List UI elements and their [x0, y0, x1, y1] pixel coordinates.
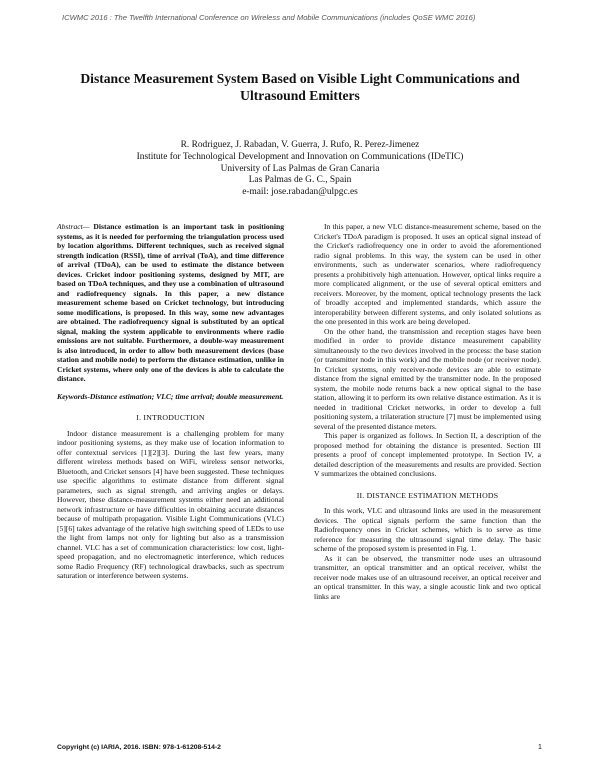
body-paragraph: As it can be observed, the transmitter node uses an ultrasound transmitter, an optical transmitter and an optical receiver, whilst the receiver node makes use of an ultrasound receiver, an optical receiver and an optical transmitter. In this way, a single acoustic link and two optical links are	[314, 553, 541, 601]
paper-title	[60, 70, 540, 104]
running-header: ICWMC 2016 : The Twelfth International Conference on Wireless and Mobile Communications (includes QoSE WMC 2016)	[62, 13, 476, 22]
left-column	[57, 222, 284, 581]
body-paragraph: This paper is organized as follows. In Section II, a description of the proposed method for obtaining the distance is presented. Section III presents a proof of concept implemented prototype. In Section IV, a detailed description of the measurements and results are provided. Section V summarizes the obtained conclusions.	[314, 431, 541, 478]
title-line-2: Ultrasound Emitters	[240, 88, 360, 103]
body-paragraph: In this work, VLC and ultrasound links are used in the measurement devices. The optical signals perform the same function than the Radiofrequency ones in Cricket schemes, which is to serve as time reference for measuring the ultrasound signal time delay. The basic scheme of the proposed system is presented in Fig. 1.	[314, 506, 541, 553]
right-column	[314, 222, 541, 601]
abstract-lead: Abstract—	[57, 222, 90, 231]
section-heading-distance-estimation: II. DISTANCE ESTIMATION METHODS	[356, 490, 499, 500]
section-heading-introduction: I. INTRODUCTION	[136, 413, 205, 422]
title-line-1: Distance Measurement System Based on Visible Light Communications and	[80, 71, 520, 86]
intro-paragraph: Indoor distance measurement is a challenging problem for many indoor positioning systems, as they make use of location information to offer contextual services [1][2][3]. During the last few years, many different wireless methods based on WiFi, wireless sensor networks, Bluetooth, and Cricket sensors [4] have been suggested. These techniques use specific algorithms to estimate distance from different signal parameters, such as signal strength, and arriving angles or delays. However, these distance-measurement systems either need an additional network infrastructure or have difficulties in obtaining accurate distances because of multipath propagation. Visible Light Communications (VLC) [5][6] takes advantage of the relative high switching speed of LEDs to use the light from lamps not only for lighting but also as a transmission channel. VLC has a set of communication characteristics: low cost, light-speed propagation, and no electromagnetic interference, which reduces some Radio Frequency (RF) technological drawbacks, such as spectrum saturation or interference between systems.	[57, 428, 284, 580]
body-paragraph: In this paper, a new VLC distance-measurement scheme, based on the Cricket's TDoA paradigm is proposed. It uses an optical signal instead of the Cricket's radiofrequency one in order to avoid the aforementioned radio signal problems. In this way, the system can be used in other environments, such as underwater scenarios, where radiofrequency presents a prohibitively high attenuation. However, optical links require a more complicated alignment, or the use of several optical emitters and receivers. Moreover, by the moment, optical technology presents the lack of broadly accepted and implemented standards, which assure the interoperability between different systems, and only isolated solutions as the one presented in this work are being developed.	[314, 222, 541, 326]
author-block	[60, 140, 540, 198]
author-names: R. Rodriguez, J. Rabadan, V. Guerra, J. Rufo, R. Perez-Jimenez	[180, 140, 420, 150]
abstract-text: Distance estimation is an important task in positioning systems, as it is needed for performing the triangulation process used by location algorithms. Different techniques, such as received signal strength indication (RSSI), time of arrival (ToA), and time difference of arrival (TDoA), can be used to estimate the distance between devices. Cricket indoor positioning systems, designed by MIT, are based on TDoA techniques, and they use a combination of ultrasound and radiofrequency signals. In this paper, a new distance measurement scheme based on Cricket technology, but introducing some modifications, is proposed. In this way, some new advantages are obtained. The radiofrequency signal is substituted by an optical signal, making the system applicable to environments where radio emissions are not suitable. Furthermore, a double-way measurement is also introduced, in order to allow both measurement devices (base station and mobile node) to perform the distance estimation, unlike in Cricket systems, where only one of the devices is able to calculate the distance.	[57, 222, 284, 383]
abstract	[57, 222, 284, 384]
page-number: 1	[538, 744, 542, 751]
author-email: e-mail: jose.rabadan@ulpgc.es	[242, 186, 358, 197]
footer-copyright: Copyright (c) IARIA, 2016. ISBN: 978-1-61208-514-2	[57, 744, 221, 751]
author-university: University of Las Palmas de Gran Canaria	[220, 163, 380, 174]
author-institute: Institute for Technological Development and Innovation on Communications (IDeTIC)	[136, 152, 464, 163]
author-city: Las Palmas de G. C., Spain	[248, 175, 352, 186]
body-paragraph: On the other hand, the transmission and reception stages have been modified in order to provide distance measurement capability simultaneously to the two devices involved in the process: the base station (or transmitter node in this work) and the mobile node (or receiver node). In Cricket systems, only receiver-node devices are able to estimate distance from the signal emitted by the transmitter node. In the proposed system, the mobile node returns back a new optical signal to the base station, allowing it to perform its own relative distance estimation. As it is needed in traditional Cricket networks, in order to develop a full positioning system, a trilateration structure [7] must be implemented using several of the presented distance meters.	[314, 326, 541, 431]
keywords: Keywords-Distance estimation; VLC; time arrival; double measurement.	[57, 391, 284, 401]
